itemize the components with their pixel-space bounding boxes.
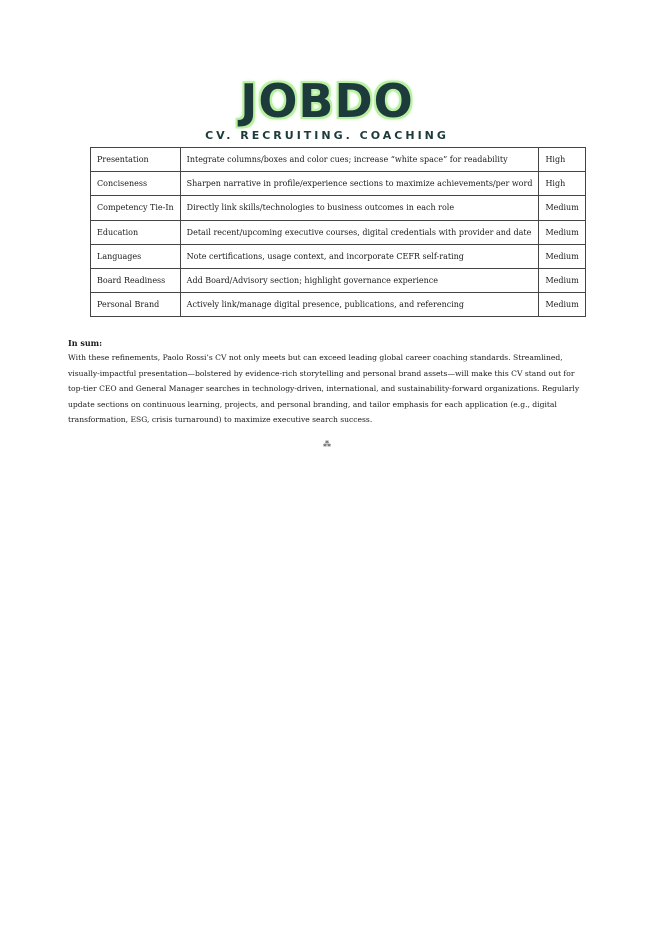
priority-cell: High [539,172,585,196]
area-cell: Board Readiness [91,268,181,292]
section-separator-glyph: ⁂ [323,440,331,449]
area-cell: Competency Tie-In [91,196,181,220]
priority-cell: High [539,148,585,172]
area-cell: Presentation [91,148,181,172]
table-row [91,244,586,268]
table-row [91,293,586,317]
priority-cell: Medium [539,293,585,317]
area-cell: Conciseness [91,172,181,196]
priority-cell: Medium [539,196,585,220]
recommendation-cell: Detail recent/upcoming executive courses, digital credentials with provider and date [180,220,539,244]
table-row [91,268,586,292]
table-row [91,196,586,220]
recommendation-cell: Directly link skills/technologies to business outcomes in each role [180,196,539,220]
priority-cell: Medium [539,220,585,244]
table-row [91,172,586,196]
area-cell: Personal Brand [91,293,181,317]
summary-heading: In sum: [68,338,103,348]
priority-cell: Medium [539,244,585,268]
summary-paragraph: With these refinements, Paolo Rossi’s CV not only meets but can exceed leading global career coaching standards. Streamlined, visually-impactful presentation—bolstered by evidence-rich storytelling and personal brand assets—will make this CV stand out for top-tier CEO and General Manager searches in technology-driven, international, and sustainability-forward organizations. Regularly update sections on continuous learning, projects, and personal branding, and tailor emphasis for each application (e.g., digital transformation, ESG, crisis turnaround) to maximize executive search success. [68,353,580,424]
priority-cell: Medium [539,268,585,292]
logo-tagline: CV. RECRUITING. COACHING [205,129,449,142]
area-cell: Education [91,220,181,244]
jobdo-logo: JOBDO [240,74,414,128]
recommendation-cell: Note certifications, usage context, and incorporate CEFR self-rating [180,244,539,268]
table-row [91,148,586,172]
recommendation-cell: Actively link/manage digital presence, publications, and referencing [180,293,539,317]
recommendation-cell: Sharpen narrative in profile/experience sections to maximize achievements/per word [180,172,539,196]
recommendations-table [90,147,586,317]
recommendation-cell: Integrate columns/boxes and color cues; increase “white space” for readability [180,148,539,172]
area-cell: Languages [91,244,181,268]
table-row [91,220,586,244]
logo-container [0,76,654,126]
recommendation-cell: Add Board/Advisory section; highlight governance experience [180,268,539,292]
